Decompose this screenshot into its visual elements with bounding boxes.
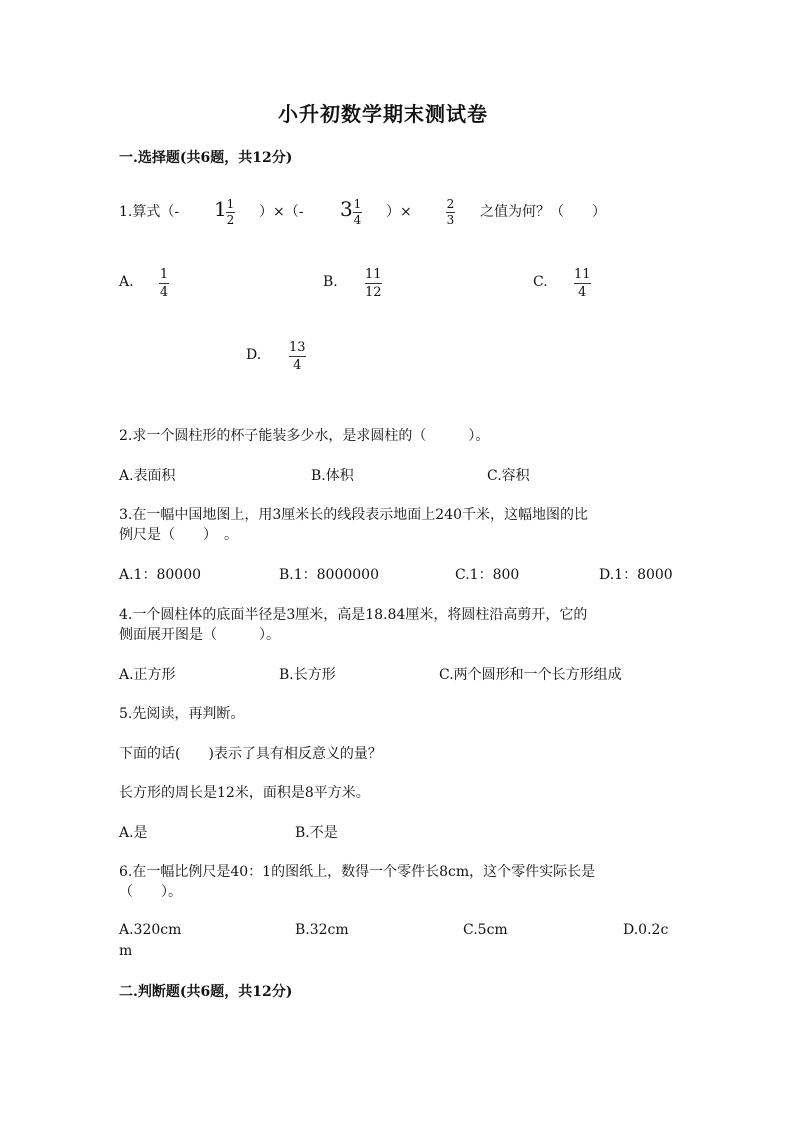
- denominator: 4: [159, 285, 169, 300]
- q1-option-b-fraction: [365, 267, 382, 300]
- section-heading-choice: 一.选择题(共6题，共12分): [119, 150, 293, 166]
- q5-stem: 5.先阅读，再判断。: [119, 706, 245, 722]
- q3-option-a[interactable]: A.1：80000: [119, 567, 202, 583]
- q4-stem-line1: 4.一个圆柱体的底面半径是3厘米，高是18.84厘米，将圆柱沿高剪开，它的: [119, 607, 588, 623]
- q1-option-b-label[interactable]: B.: [323, 274, 338, 290]
- denominator: 4: [578, 285, 587, 300]
- q1-times: ）×: [386, 204, 412, 220]
- q1-whole-2: 3: [340, 197, 353, 221]
- q5-option-a[interactable]: A.是: [119, 825, 148, 841]
- q1-option-a-fraction: [159, 267, 169, 300]
- numerator: 1: [226, 197, 235, 211]
- q1-prefix: 1.算式（-: [119, 204, 180, 220]
- q4-option-b[interactable]: B.长方形: [279, 667, 336, 683]
- q4-stem-line2: 侧面展开图是（ ）。: [119, 627, 280, 643]
- denominator: 4: [293, 358, 302, 373]
- q1-mid: ）×（-: [259, 204, 304, 220]
- q2-option-c[interactable]: C.容积: [487, 468, 530, 484]
- q1-fraction-2: [353, 198, 362, 227]
- q3-option-d[interactable]: D.1：8000: [599, 567, 673, 583]
- q1-option-c-fraction: [574, 267, 591, 300]
- denominator: 2: [226, 213, 235, 227]
- q6-stem-line1: 6.在一幅比例尺是40：1的图纸上，数得一个零件长8cm，这个零件实际长是: [119, 864, 596, 880]
- numerator: 1: [159, 267, 169, 282]
- q1-option-d-fraction: [289, 340, 306, 373]
- q6-option-b[interactable]: B.32cm: [295, 922, 349, 938]
- q5-line3: 长方形的周长是12米，面积是8平方米。: [119, 785, 370, 801]
- q3-stem-line1: 3.在一幅中国地图上，用3厘米长的线段表示地面上240千米，这幅地图的比: [119, 507, 588, 523]
- q6-option-d-wrap: m: [119, 943, 133, 959]
- q2-option-a[interactable]: A.表面积: [119, 468, 176, 484]
- q2-stem: 2.求一个圆柱形的杯子能装多少水，是求圆柱的（ ）。: [119, 428, 490, 444]
- q1-whole-1: 1: [214, 197, 227, 221]
- numerator: 11: [365, 267, 382, 282]
- q1-fraction-1: [226, 198, 235, 227]
- q4-option-a[interactable]: A.正方形: [119, 667, 176, 683]
- q6-option-d[interactable]: D.0.2c: [623, 922, 669, 938]
- q3-stem-line2: 例尺是（ ） 。: [119, 527, 238, 543]
- q1-option-d-label[interactable]: D.: [246, 347, 262, 363]
- section-heading-judgement: 二.判断题(共6题，共12分): [119, 984, 293, 1000]
- numerator: 2: [446, 197, 455, 211]
- numerator: 1: [353, 197, 362, 211]
- q1-option-c-label[interactable]: C.: [533, 274, 548, 290]
- q3-option-b[interactable]: B.1：8000000: [279, 567, 379, 583]
- q6-stem-line2: （ ）。: [119, 884, 182, 900]
- q5-option-b[interactable]: B.不是: [295, 825, 338, 841]
- q2-option-b[interactable]: B.体积: [311, 468, 354, 484]
- q1-fraction-3: [446, 198, 455, 227]
- page-title: 小升初数学期末测试卷: [278, 102, 488, 126]
- denominator: 3: [446, 213, 455, 227]
- numerator: 13: [289, 340, 306, 355]
- q6-option-c[interactable]: C.5cm: [463, 922, 508, 938]
- q3-option-c[interactable]: C.1：800: [455, 567, 520, 583]
- q1-option-a-label[interactable]: A.: [119, 274, 134, 290]
- numerator: 11: [574, 267, 591, 282]
- q1-suffix: 之值为何？（ ）: [480, 204, 606, 220]
- denominator: 4: [353, 213, 362, 227]
- q5-line2: 下面的话( )表示了具有相反意义的量？: [119, 746, 382, 762]
- q4-option-c[interactable]: C.两个圆形和一个长方形组成: [439, 667, 622, 683]
- denominator: 12: [365, 285, 382, 300]
- q6-option-a[interactable]: A.320cm: [119, 922, 182, 938]
